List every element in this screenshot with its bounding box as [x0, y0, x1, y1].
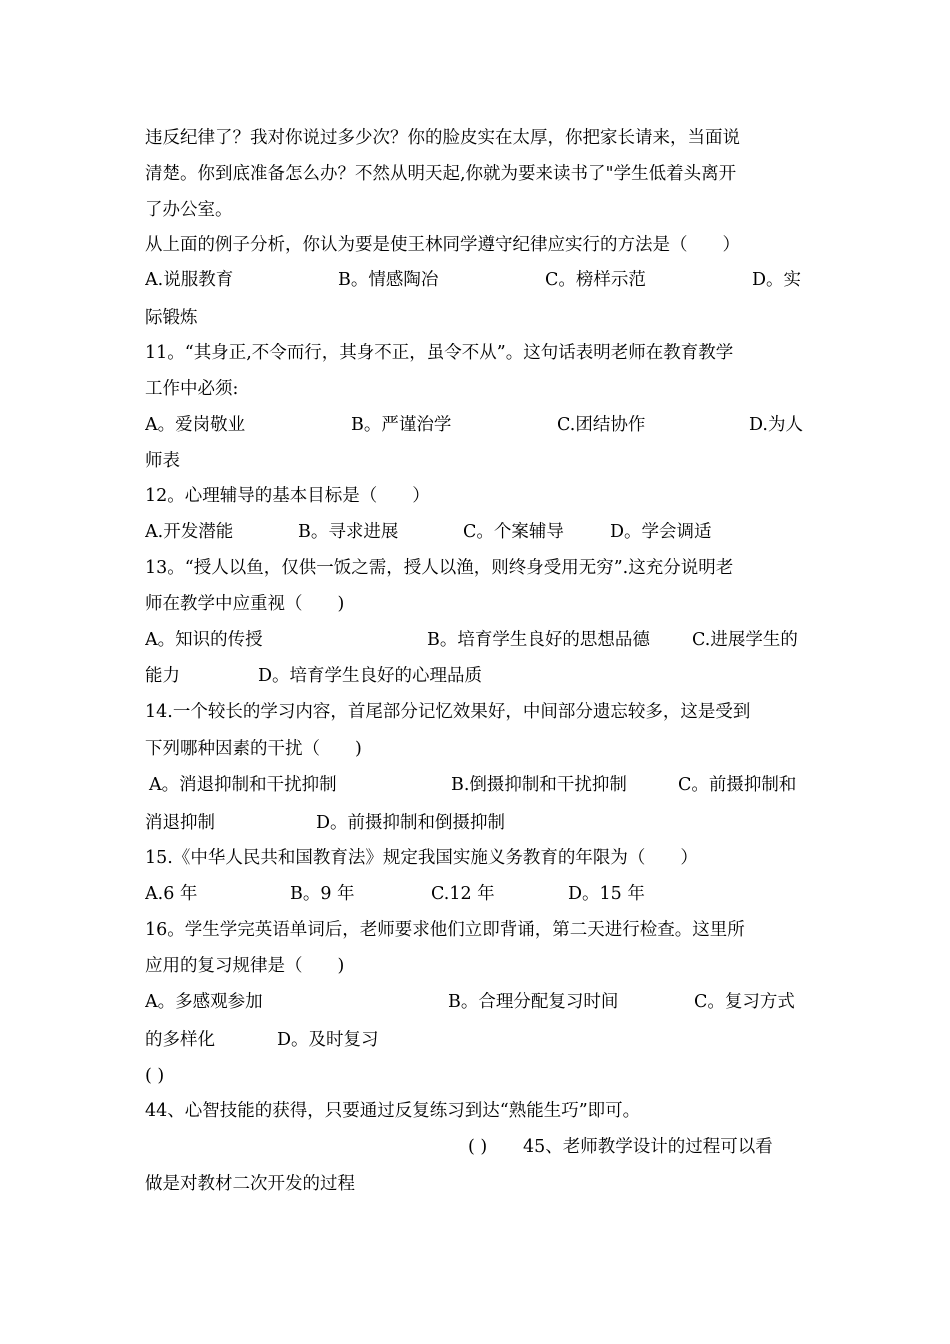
- statement-line: [145, 1134, 805, 1160]
- text-line: 工作中必须:: [145, 379, 239, 399]
- text-line: 师在教学中应重视（ ): [145, 594, 345, 614]
- question-stem: 14.一个较长的学习内容，首尾部分记忆效果好，中间部分遗忘较多，这是受到: [145, 702, 751, 722]
- option-d: D.为人: [749, 415, 803, 435]
- text-line: 际锻炼: [145, 308, 198, 328]
- statement-44: 44、心智技能的获得，只要通过反复练习到达“熟能生巧”即可。: [145, 1101, 641, 1121]
- option-c: C。复习方式: [694, 992, 795, 1012]
- answer-blank: ( ): [468, 1137, 488, 1157]
- option-a: A.开发潜能: [145, 522, 234, 542]
- text-line: 下列哪种因素的干扰（ ): [145, 739, 362, 759]
- option-b: B。9 年: [290, 884, 355, 904]
- options-line: [145, 881, 805, 907]
- text-line: 违反纪律了？我对你说过多少次？你的脸皮实在太厚，你把家长请来，当面说: [145, 128, 740, 148]
- option-d: D。15 年: [568, 884, 645, 904]
- option-c: C。榜样示范: [545, 270, 646, 290]
- option-d: D。实: [752, 270, 802, 290]
- option-b: B。严谨治学: [351, 415, 452, 435]
- options-line: [145, 810, 805, 836]
- option-c: C.12 年: [431, 884, 495, 904]
- question-stem: 15.《中华人民共和国教育法》规定我国实施义务教育的年限为（ ）: [145, 848, 698, 868]
- options-line: [145, 989, 805, 1015]
- options-line: [145, 1027, 805, 1053]
- option-b: B。培育学生良好的思想品德: [427, 630, 650, 650]
- text-line: 清楚。你到底准备怎么办？不然从明天起,你就为要来读书了"学生低着头离开: [145, 164, 737, 184]
- options-line: [145, 519, 805, 545]
- question-stem: 16。学生学完英语单词后，老师要求他们立即背诵，第二天进行检查。这里所: [145, 920, 745, 940]
- options-line: [145, 267, 805, 293]
- answer-blank: ( ): [145, 1066, 165, 1086]
- option-d: D。及时复习: [277, 1030, 379, 1050]
- text-line: 了办公室。: [145, 200, 233, 220]
- option-c: C。个案辅导: [463, 522, 564, 542]
- options-line: [145, 627, 805, 653]
- question-stem: 13。“授人以鱼，仅供一饭之需，授人以渔，则终身受用无穷”.这充分说明老: [145, 558, 734, 578]
- question-stem: 12。心理辅导的基本目标是（ ）: [145, 486, 430, 506]
- option-b: B。情感陶冶: [338, 270, 439, 290]
- option-a: A。消退抑制和干扰抑制: [149, 775, 337, 795]
- option-a: A。知识的传授: [145, 630, 263, 650]
- question-stem: 从上面的例子分析，你认为要是使王林同学遵守纪律应实行的方法是（ ）: [145, 235, 740, 255]
- option-d: D。培育学生良好的心理品质: [258, 666, 483, 686]
- option-c: C。前摄抑制和: [678, 775, 797, 795]
- options-line: [145, 772, 805, 798]
- option-b: B.倒摄抑制和干扰抑制: [451, 775, 627, 795]
- text-line: 做是对教材二次开发的过程: [145, 1174, 355, 1194]
- statement-45: 45、老师教学设计的过程可以看: [523, 1137, 773, 1157]
- option-d: D。学会调适: [610, 522, 712, 542]
- option-continuation: 的多样化: [145, 1030, 215, 1050]
- option-c: C.进展学生的: [692, 630, 798, 650]
- option-b: B。寻求进展: [298, 522, 399, 542]
- option-d: D。前摄抑制和倒摄抑制: [316, 813, 506, 833]
- text-line: 应用的复习规律是（ ): [145, 956, 345, 976]
- option-a: A。多感观参加: [145, 992, 263, 1012]
- option-a: A。爱岗敬业: [145, 415, 246, 435]
- option-continuation: 能力: [145, 666, 180, 686]
- option-a: A.说服教育: [145, 270, 234, 290]
- option-continuation: 消退抑制: [145, 813, 215, 833]
- question-stem: 11。“其身正,不令而行，其身不正，虽令不从”。这句话表明老师在教育教学: [145, 343, 734, 363]
- option-c: C.团结协作: [557, 415, 646, 435]
- text-line: 师表: [145, 451, 180, 471]
- options-line: [145, 663, 805, 689]
- option-b: B。合理分配复习时间: [448, 992, 619, 1012]
- option-a: A.6 年: [145, 884, 198, 904]
- options-line: [145, 412, 805, 438]
